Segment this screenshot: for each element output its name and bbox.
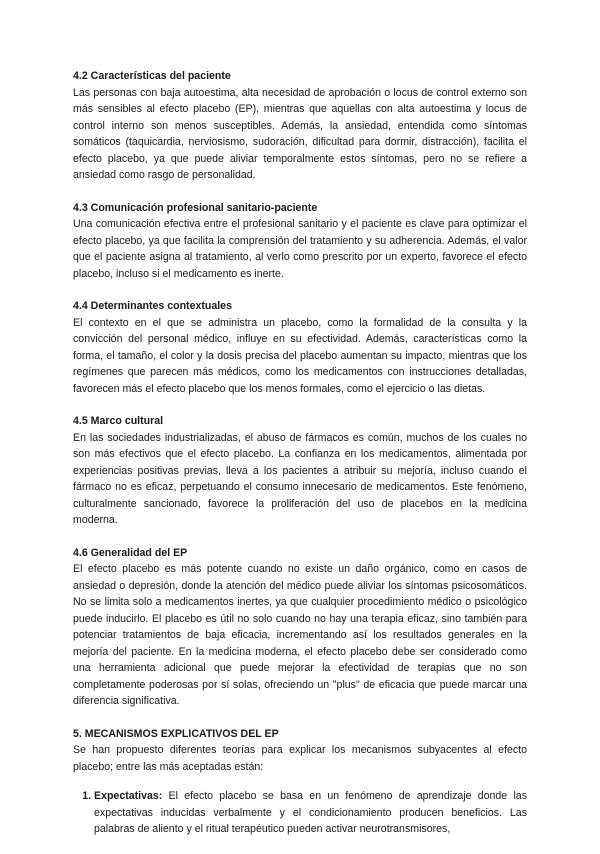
section-heading: 4.4 Determinantes contextuales <box>73 300 232 312</box>
section-heading: 4.6 Generalidad del EP <box>73 546 188 559</box>
list-item-term: Expectativas: <box>94 790 163 802</box>
section-paragraph: Las personas con baja autoestima, alta necesidad de aprobación o locus de control externo son más sensibles al efecto placebo (EP), mientras que aquellas con alta autoestima y locus de control interno son menos susceptibles. Además, la ansiedad, entendida como síntomas somáticos (taquicardia, nerviosismo, sudoración, dificultad para dormir, distracción), facilita el efecto placebo, ya que puede aliviar temporalmente estos síntomas, pero no se refiere a ansiedad como rasgo de personalidad. <box>73 86 527 181</box>
section-communication <box>73 200 527 283</box>
list-item-text: El efecto placebo se basa en un fenómeno de aprendizaje donde las expectativas inducidas verbalmente y el condicionamiento producen beneficios. Las palabras de aliento y el ritual terapéutico pueden activar neurotransmisores, <box>94 790 527 835</box>
section-paragraph: Una comunicación efectiva entre el profesional sanitario y el paciente es clave para optimizar el efecto placebo, ya que facilita la comprensión del tratamiento y su adherencia. Además, el valor que el paciente asigna al tratamiento, al verlo como prescrito por un experto, favorece el efecto placebo, incluso si el medicamento es inerte. <box>73 218 527 280</box>
section-generality <box>73 545 527 710</box>
mechanisms-list <box>73 788 527 838</box>
section-contextual-determinants <box>73 298 527 397</box>
section-mechanisms <box>73 726 527 838</box>
section-heading: 4.2 Características del paciente <box>73 70 231 82</box>
section-paragraph: En las sociedades industrializadas, el abuso de fármacos es común, muchos de los cuales no son más efectivos que el efecto placebo. La confianza en los medicamentos, alimentada por experiencias positivas previas, lleva a los pacientes a atribuir su mejoría, incluso cuando el fármaco no es eficaz, perpetuando el consumo innecesario de medicamentos. Este fenómeno, culturalmente sancionado, favorece la proliferación del uso de placebos en la medicina moderna. <box>73 431 527 526</box>
section-heading: 4.3 Comunicación profesional sanitario-paciente <box>73 201 318 214</box>
document-page <box>73 68 527 854</box>
section-cultural-framework <box>73 413 527 529</box>
section-heading: 4.5 Marco cultural <box>73 415 164 427</box>
list-item <box>94 788 527 838</box>
section-heading: 5. MECANISMOS EXPLICATIVOS DEL EP <box>73 727 279 740</box>
section-paragraph: El contexto en el que se administra un placebo, como la formalidad de la consulta y la convicción del personal médico, influye en su efectividad. Además, características como la forma, el tamaño, el color y la dosis precisa del placebo aumentan su impacto, mientras que los regímenes que parecen más médicos, como los medicamentos con instrucciones detalladas, favorecen más el efecto placebo que los menos formales, como el ejercicio o las dietas. <box>73 316 527 395</box>
section-patient-characteristics <box>73 68 527 184</box>
section-paragraph: El efecto placebo es más potente cuando no existe un daño orgánico, como en casos de ansiedad o depresión, donde la atención del médico puede aliviar los síntomas psicosomáticos. No se limita solo a medicamentos inertes, ya que cualquier procedimiento médico o psicológico puede inducirlo. El placebo es útil no solo cuando no hay una terapia eficaz, sino también para potenciar tratamientos de baja eficacia, incrementando así los resultados generales en la mejoría del paciente. En la medicina moderna, el efecto placebo debe ser considerado como una herramienta adicional que puede mejorar la efectividad de terapias que no son completamente poderosas por sí solas, ofreciendo un "plus" de eficacia que puede marcar una diferencia significativa. <box>73 563 527 707</box>
section-intro: Se han propuesto diferentes teorías para explicar los mecanismos subyacentes al efecto placebo; entre las más aceptadas están: <box>73 744 527 773</box>
